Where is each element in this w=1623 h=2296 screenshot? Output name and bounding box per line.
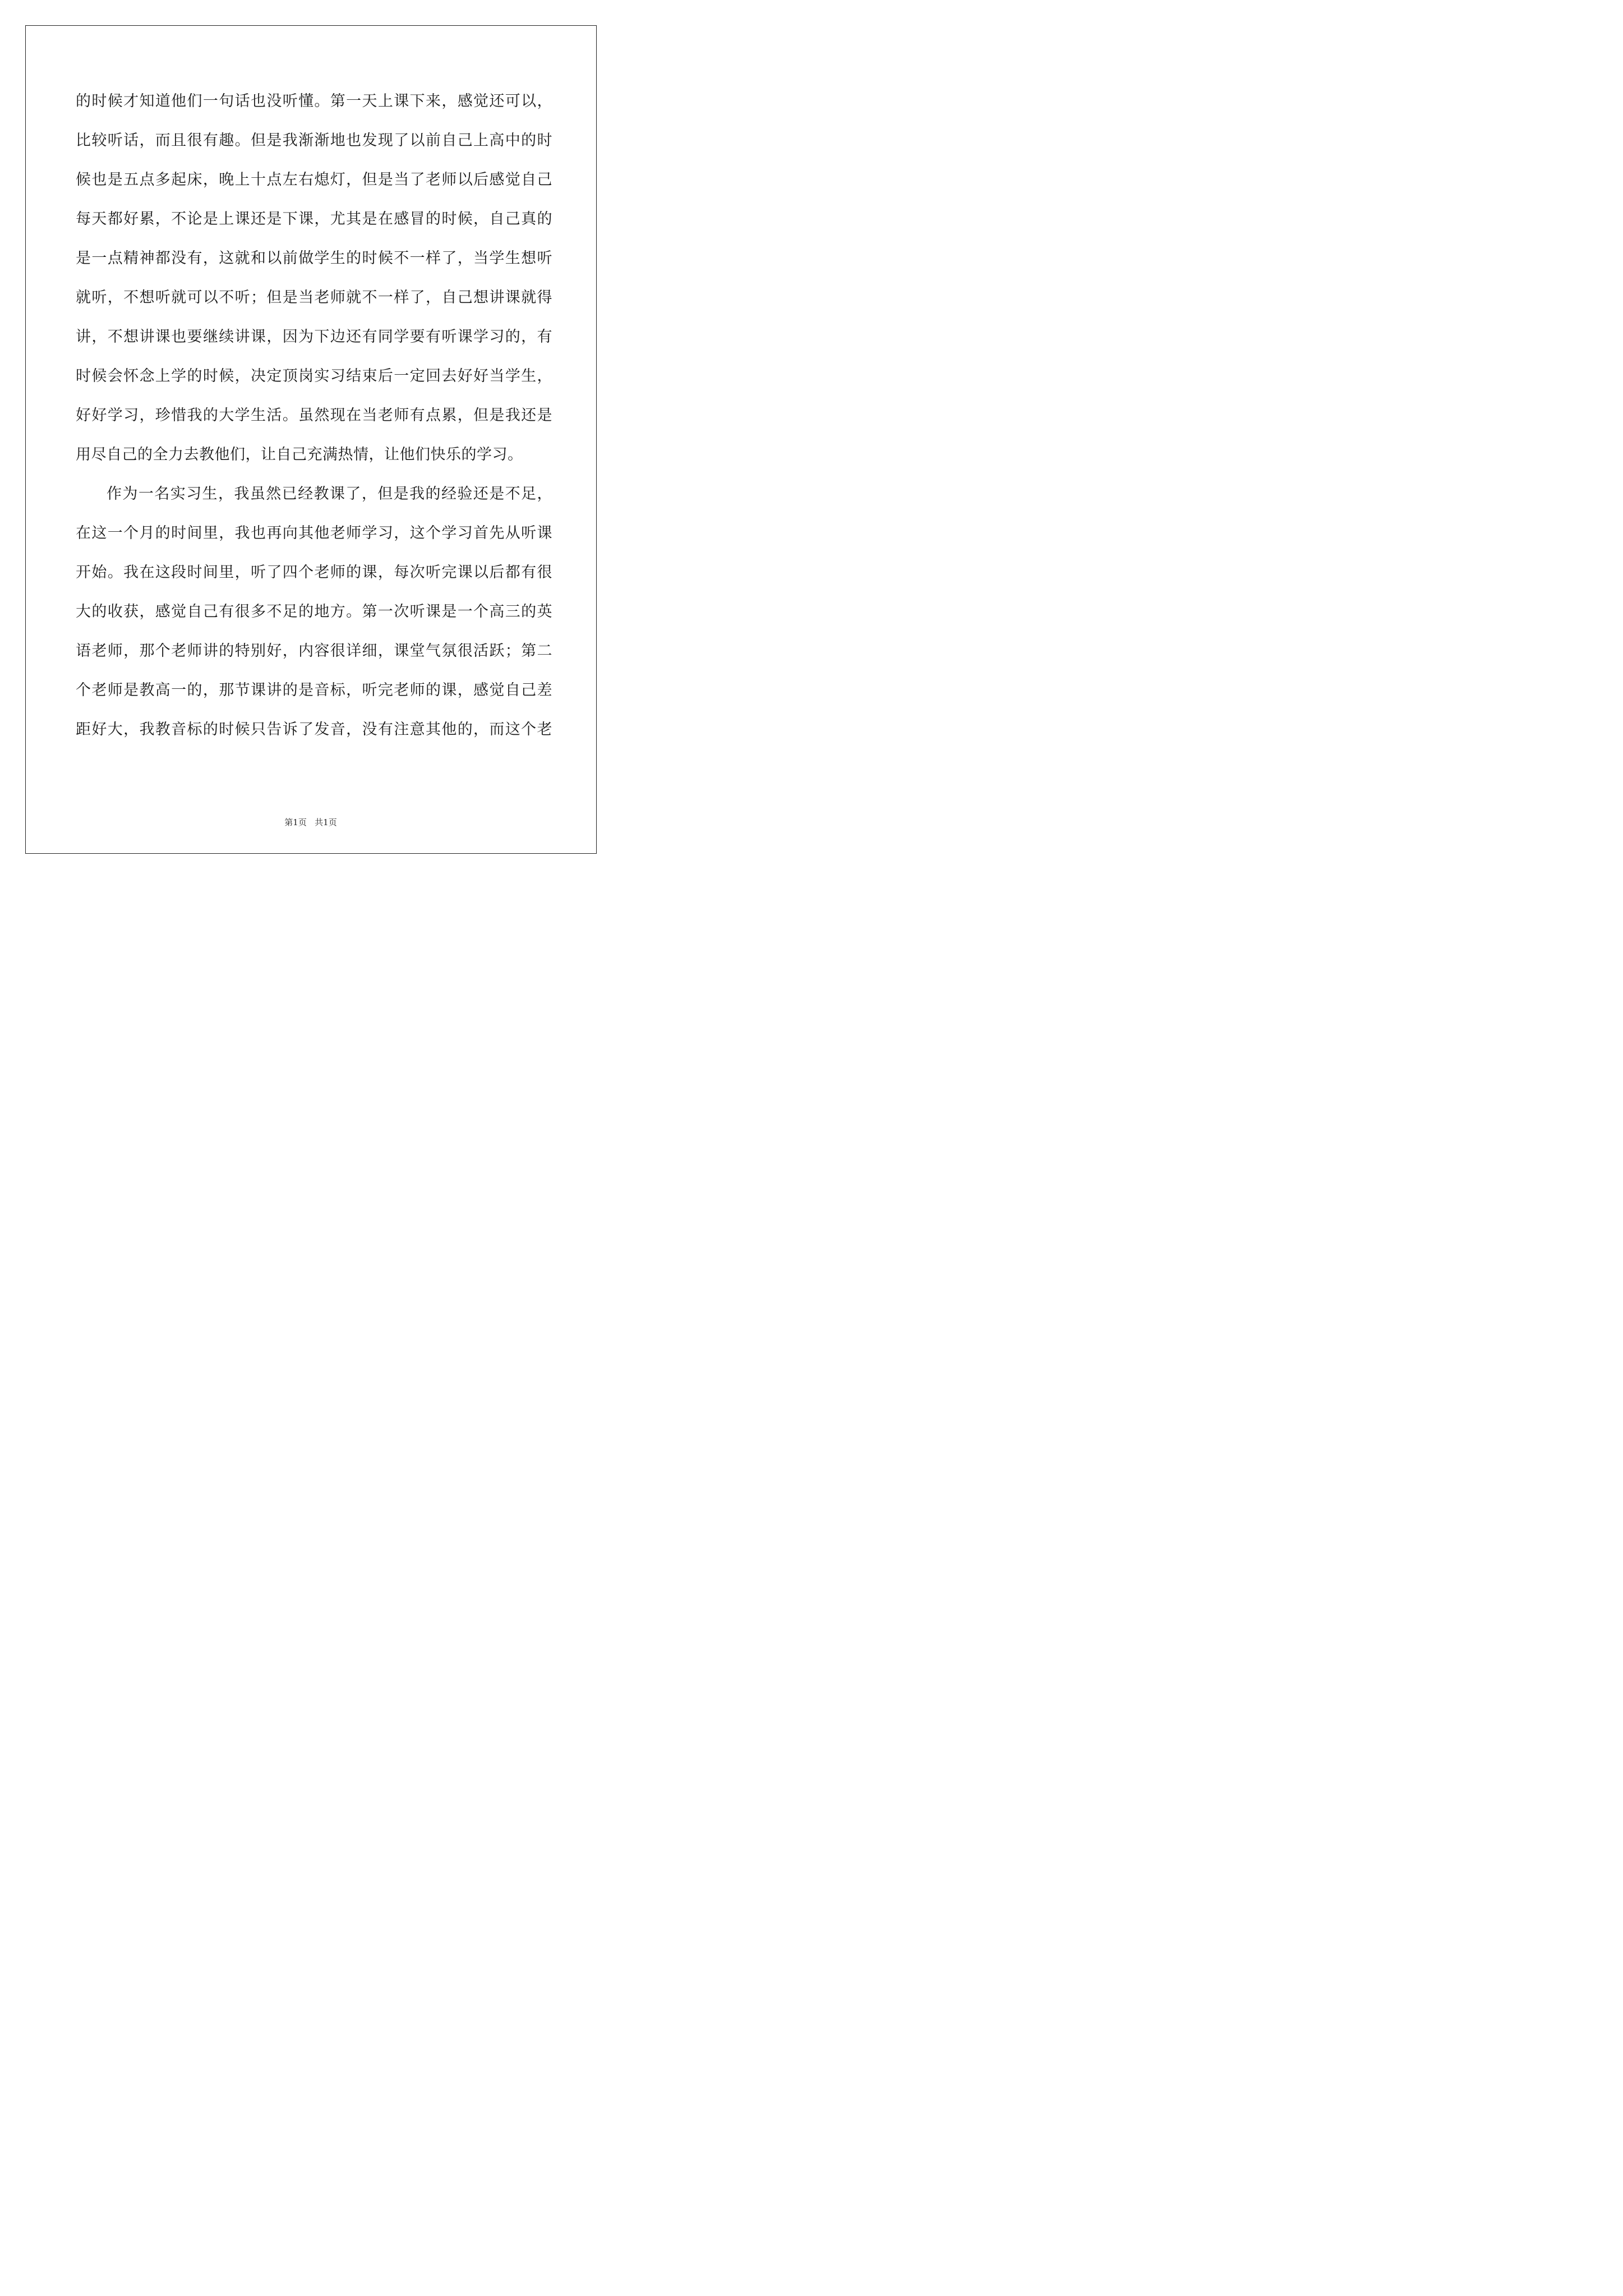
paragraph: [76, 475, 552, 749]
text-line: 作为一名实习生，我虽然已经教课了，但是我的经验还是不足，: [107, 485, 552, 503]
text-line: 大的收获，感觉自己有很多不足的地方。第一次听课是一个高三的英: [76, 603, 552, 620]
text-line: 候也是五点多起床，晚上十点左右熄灯，但是当了老师以后感觉自己: [76, 171, 552, 188]
page-number: 第1页: [284, 817, 307, 827]
page-footer: [0, 816, 621, 828]
text-line: 开始。我在这段时间里，听了四个老师的课，每次听完课以后都有很: [76, 564, 552, 581]
text-line: 好好学习，珍惜我的大学生活。虽然现在当老师有点累，但是我还是: [76, 407, 552, 424]
document-body: [76, 82, 552, 749]
text-line: 用尽自己的全力去教他们，让自己充满热情，让他们快乐的学习。: [76, 446, 523, 463]
text-line: 是一点精神都没有，这就和以前做学生的时候不一样了，当学生想听: [76, 250, 552, 267]
text-line: 讲，不想讲课也要继续讲课，因为下边还有同学要有听课学习的，有: [76, 328, 552, 346]
paragraph: [76, 82, 552, 475]
text-line: 时候会怀念上学的时候，决定顶岗实习结束后一定回去好好当学生，: [76, 367, 552, 385]
text-line: 语老师，那个老师讲的特别好，内容很详细，课堂气氛很活跃；第二: [76, 642, 552, 660]
text-line: 的时候才知道他们一句话也没听懂。第一天上课下来，感觉还可以，: [76, 93, 552, 110]
text-line: 在这一个月的时间里，我也再向其他老师学习，这个学习首先从听课: [76, 524, 552, 542]
text-line: 每天都好累，不论是上课还是下课，尤其是在感冒的时候，自己真的: [76, 210, 552, 228]
footer-spacer: [307, 817, 315, 827]
text-line: 比较听话，而且很有趣。但是我渐渐地也发现了以前自己上高中的时: [76, 132, 552, 149]
text-line: 距好大，我教音标的时候只告诉了发音，没有注意其他的，而这个老: [76, 721, 552, 738]
text-line: 就听，不想听就可以不听；但是当老师就不一样了，自己想讲课就得: [76, 289, 552, 306]
text-line: 个老师是教高一的，那节课讲的是音标，听完老师的课，感觉自己差: [76, 682, 552, 699]
total-pages: 共1页: [315, 817, 337, 827]
